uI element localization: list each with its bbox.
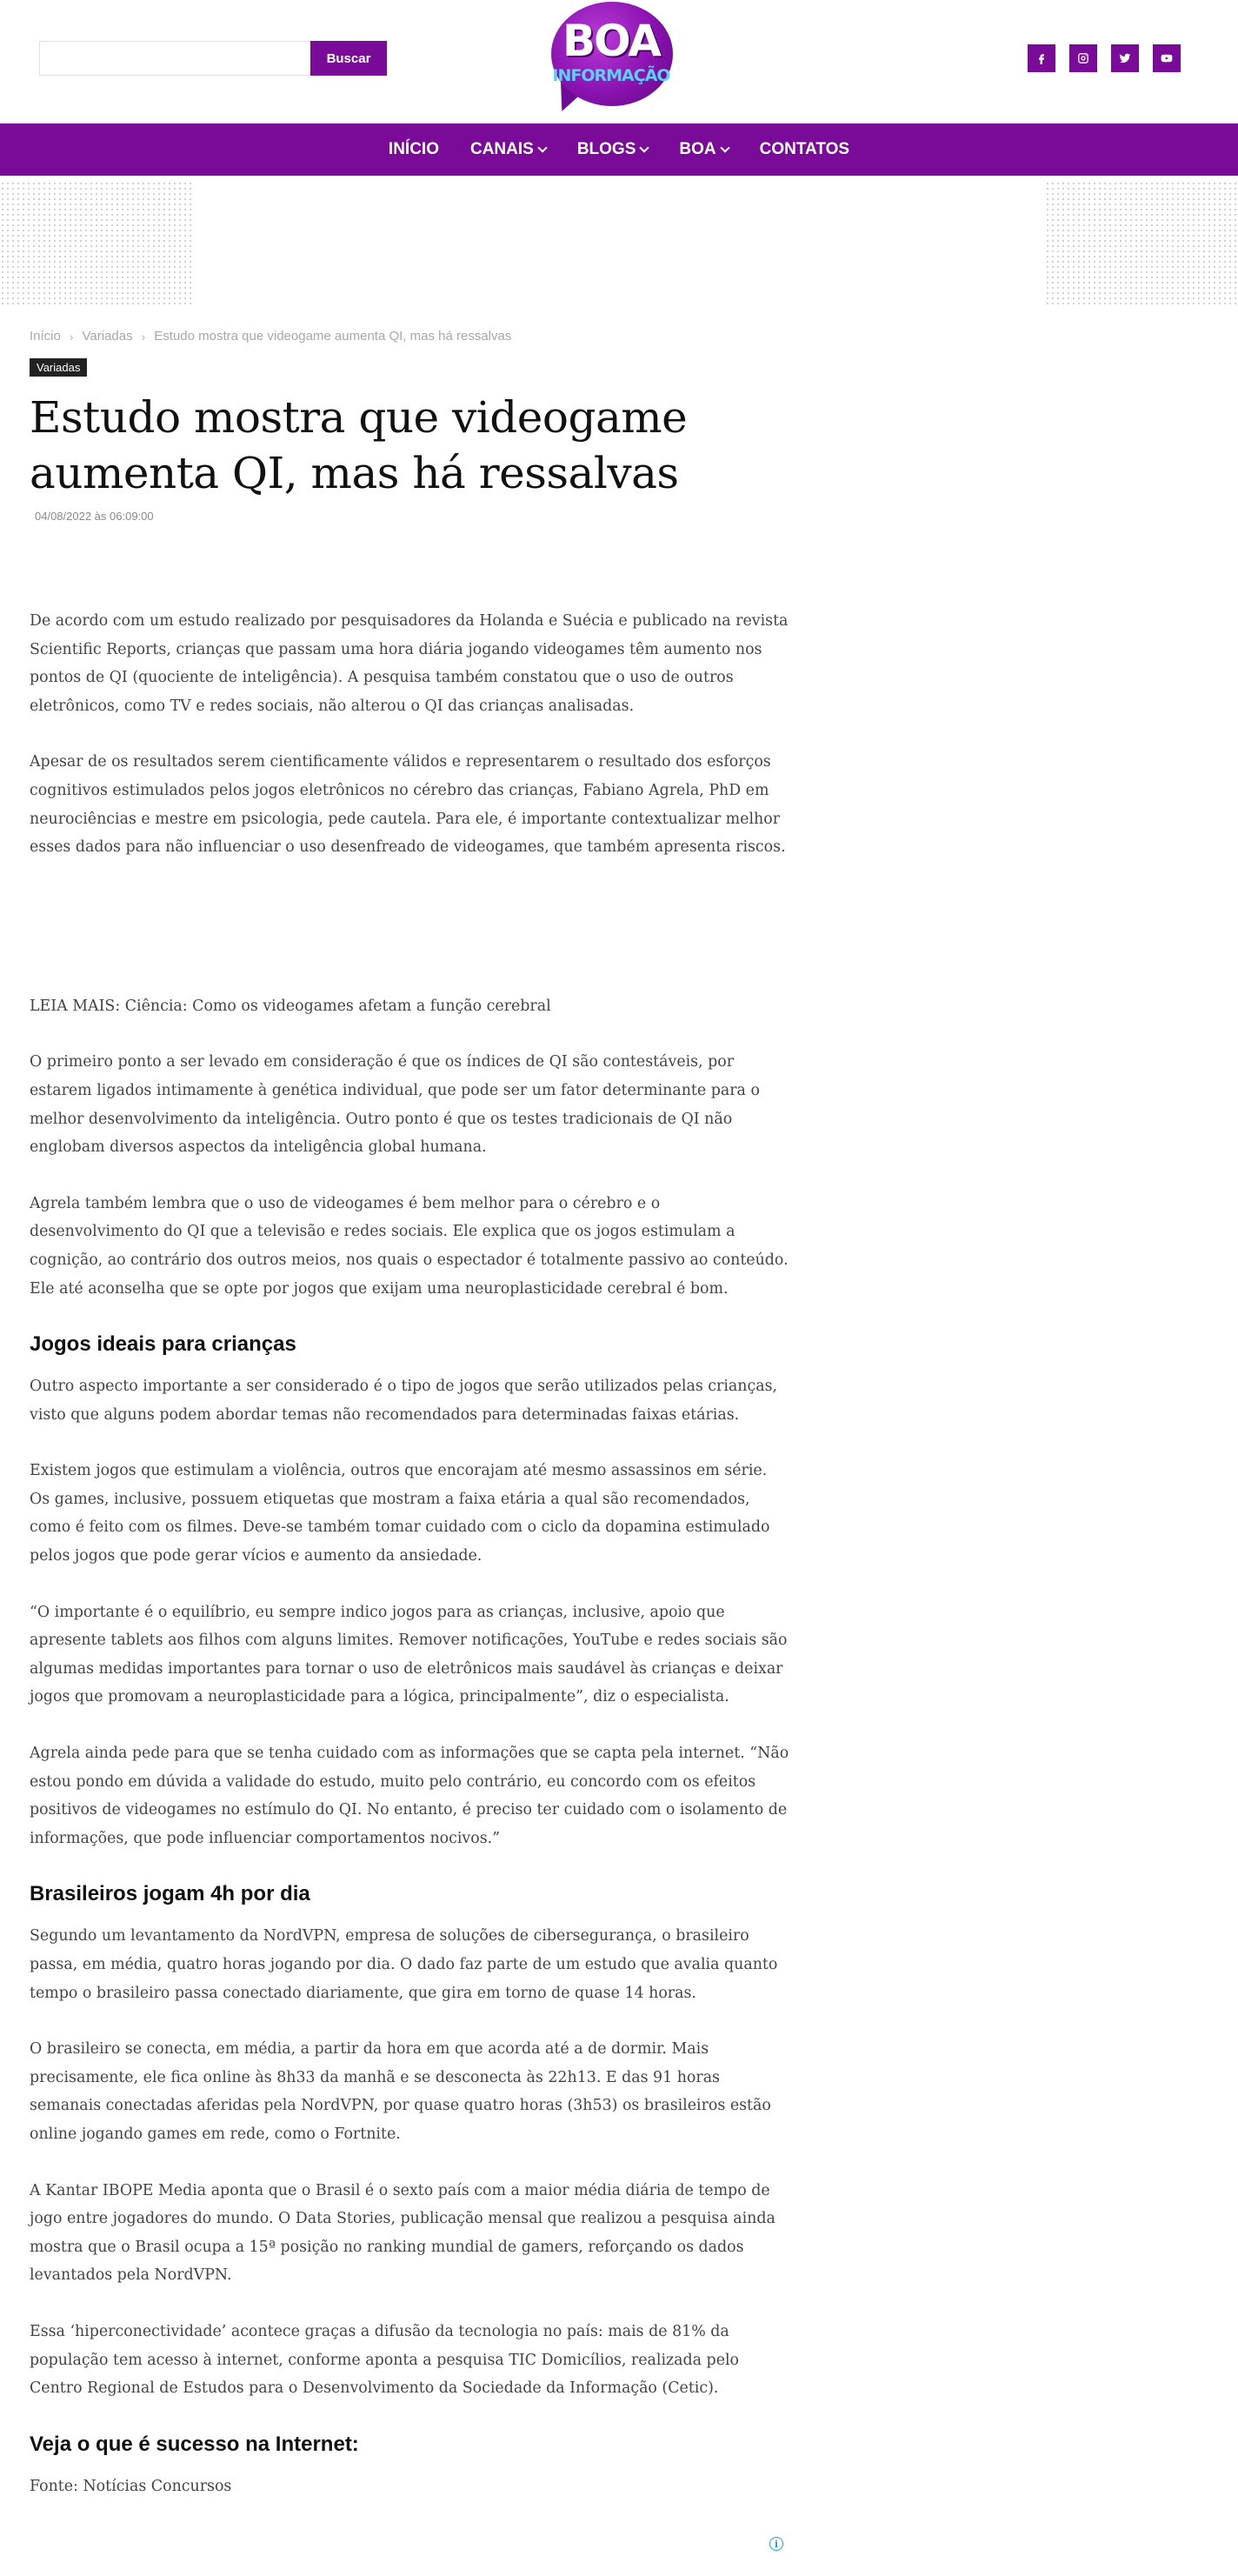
chevron-down-icon bbox=[720, 143, 729, 152]
nav-item-boa[interactable] bbox=[663, 140, 743, 159]
article-source: Fonte: Notícias Concursos bbox=[30, 2477, 232, 2495]
nav-item-canais[interactable] bbox=[455, 140, 562, 159]
instagram-icon[interactable] bbox=[1069, 44, 1097, 72]
logo-text: BOA bbox=[562, 16, 660, 66]
nav-item-label: INÍCIO bbox=[388, 140, 439, 158]
article-paragraph: A Kantar IBOPE Media aponta que o Brasil é o sexto país com a maior média diária de tempo de jogo entre jogadores do mundo. O Data Stories, publicação mensal que realizou a pesquisa ainda mostra que o Brasil ocupa a 15ª posição no ranking mundial de gamers, reforçando os dados levantados pela NordVPN. bbox=[30, 2181, 775, 2285]
article-paragraph: O brasileiro se conecta, em média, a partir da hora em que acorda até a de dormir. Mais precisamente, ele fica online às 8h33 da manhã e se desconecta às 22h13. E das 91 horas semanais conectadas aferidas pela NordVPN, por quase quatro horas (3h53) os brasileiros estão online jogando games em rede, como o Fortnite. bbox=[30, 2040, 771, 2143]
nav-item-contatos[interactable] bbox=[744, 140, 865, 159]
main-nav bbox=[0, 123, 1238, 176]
site-header bbox=[0, 0, 1238, 123]
article-paragraph: “O importante é o equilíbrio, eu sempre indico jogos para as crianças, inclusive, apoio que apresente tablets aos filhos com alguns limites. Remover notificações, YouTube e redes sociais são algumas medidas importantes para tornar o uso de eletrônicos mais saudável às crianças e deixar jogos que promovam a neuroplasticidade para a lógica, principalmente”, diz o especialista. bbox=[30, 1603, 788, 1706]
nav-item-label: BOA bbox=[679, 140, 716, 158]
related-link[interactable]: LEIA MAIS: Ciência: Como os videogames afetam a função cerebral bbox=[30, 997, 551, 1015]
search-button[interactable]: Buscar bbox=[310, 41, 387, 76]
nav-item-inicio[interactable] bbox=[373, 140, 455, 159]
article-paragraph: Agrela também lembra que o uso de videogames é bem melhor para o cérebro e o desenvolvimento do QI que a televisão e redes sociais. Ele explica que os jogos estimulam a cognição, ao contrário dos outros meios, nos quais o espectador é totalmente passivo ao conteúdo. Ele até aconselha que se opte por jogos que exijam uma neuroplasticidade cerebral é bom. bbox=[30, 1194, 789, 1298]
twitter-icon[interactable] bbox=[1111, 44, 1139, 72]
article-paragraph: Existem jogos que estimulam a violência, outros que encorajam até mesmo assassinos em série. Os games, inclusive, possuem etiquetas que mostram a faixa etária a qual são recomendados, como é feito com os filmes. Deve-se também tomar cuidado com o ciclo da dopamina estimulado pelos jogos que pode gerar vícios e aumento da ansiedade. bbox=[30, 1462, 770, 1565]
article-paragraph: Outro aspecto importante a ser considerado é o tipo de jogos que serão utilizados pelas crianças, visto que alguns podem abordar temas não recomendados para determinadas faixas etárias. bbox=[30, 1378, 778, 1424]
breadcrumb-category[interactable]: Variadas bbox=[82, 329, 133, 344]
facebook-icon[interactable] bbox=[1028, 44, 1055, 72]
chevron-right-icon: › bbox=[69, 329, 74, 344]
ad-banner-area bbox=[0, 176, 1238, 304]
article-date: 04/08/2022 às 06:09:00 bbox=[35, 510, 154, 523]
nav-item-label: CANAIS bbox=[469, 140, 534, 158]
article-paragraph: O primeiro ponto a ser levado em consideração é que os índices de QI são contestáveis, por estarem ligados intimamente à genética individual, que pode ser um fator determinante para o melhor desenvolvimento da inteligência. Outro ponto é que os testes tradicionais de QI não englobam diversos aspectos da inteligência global humana. bbox=[30, 1053, 760, 1157]
section-heading: Veja o que é sucesso na Internet: bbox=[30, 2432, 359, 2456]
search-form bbox=[39, 41, 387, 76]
chevron-down-icon bbox=[537, 143, 547, 152]
embedded-content-space bbox=[30, 890, 791, 992]
article-paragraph: Agrela ainda pede para que se tenha cuidado com as informações que se capta pela internet. “Não estou pondo em dúvida a validade do estudo, muito pelo contrário, eu concordo com os efeitos positivos de videogames no estímulo do QI. No entanto, é preciso ter cuidado com o isolamento de informações, que pode influenciar comportamentos nocivos.” bbox=[30, 1745, 789, 1847]
article-paragraph: Essa ‘hiperconectividade’ acontece graças a difusão da tecnologia no país: mais de 81% da população tem acesso à internet, conforme aponta a pesquisa TIC Domicílios, realizada pelo Centro Regional de Estudos para o Desenvolvimento da Sociedade da Informação (Cetic). bbox=[30, 2322, 740, 2398]
search-input[interactable] bbox=[39, 41, 310, 76]
section-heading: Brasileiros jogam 4h por dia bbox=[30, 1882, 310, 1906]
site-logo[interactable] bbox=[546, 0, 676, 117]
category-badge[interactable]: Variadas bbox=[30, 358, 87, 377]
dotted-pattern-right bbox=[1045, 181, 1238, 304]
article-paragraph: Segundo um levantamento da NordVPN, empresa de soluções de cibersegurança, o brasileiro passa, em média, quatro horas jogando por dia. O dado faz parte de um estudo que avalia quanto tempo o brasileiro passa conectado diariamente, que gira em torno de quase 14 horas. bbox=[30, 1927, 778, 2002]
social-links bbox=[1028, 44, 1181, 72]
breadcrumb-current: Estudo mostra que videogame aumenta QI, mas há ressalvas bbox=[154, 329, 512, 344]
logo-subtext: INFORMAÇÃO bbox=[552, 66, 670, 85]
article-title: Estudo mostra que videogame aumenta QI, mas há ressalvas bbox=[30, 392, 688, 498]
breadcrumb-home[interactable]: Início bbox=[30, 329, 61, 344]
nav-item-label: BLOGS bbox=[576, 140, 636, 158]
chevron-down-icon bbox=[640, 143, 649, 152]
nav-item-label: CONTATOS bbox=[759, 140, 850, 158]
chevron-right-icon: › bbox=[141, 329, 146, 344]
dotted-pattern-left bbox=[0, 181, 193, 304]
ad-info-icon[interactable]: i bbox=[769, 2537, 783, 2551]
nav-item-blogs[interactable] bbox=[562, 140, 664, 159]
youtube-icon[interactable] bbox=[1153, 44, 1181, 72]
breadcrumb bbox=[30, 329, 511, 344]
article-paragraph: Apesar de os resultados serem cientificamente válidos e representarem o resultado dos esforços cognitivos estimulados pelos jogos eletrônicos no cérebro das crianças, Fabiano Agrela, PhD em neurociências e mestre em psicologia, pede cautela. Para ele, é importante contextualizar melhor esses dados para não influenciar o uso desenfreado de videogames, que também apresenta riscos. bbox=[30, 753, 786, 857]
article-body bbox=[30, 607, 791, 2528]
article-paragraph: De acordo com um estudo realizado por pesquisadores da Holanda e Suécia e publicado na revista Scientific Reports, crianças que passam uma hora diária jogando videogames têm aumento nos pontos de QI (quociente de inteligência). A pesquisa também constatou que o uso de outros eletrônicos, como TV e redes sociais, não alterou o QI das crianças analisadas. bbox=[30, 612, 789, 715]
section-heading: Jogos ideais para crianças bbox=[30, 1332, 296, 1357]
